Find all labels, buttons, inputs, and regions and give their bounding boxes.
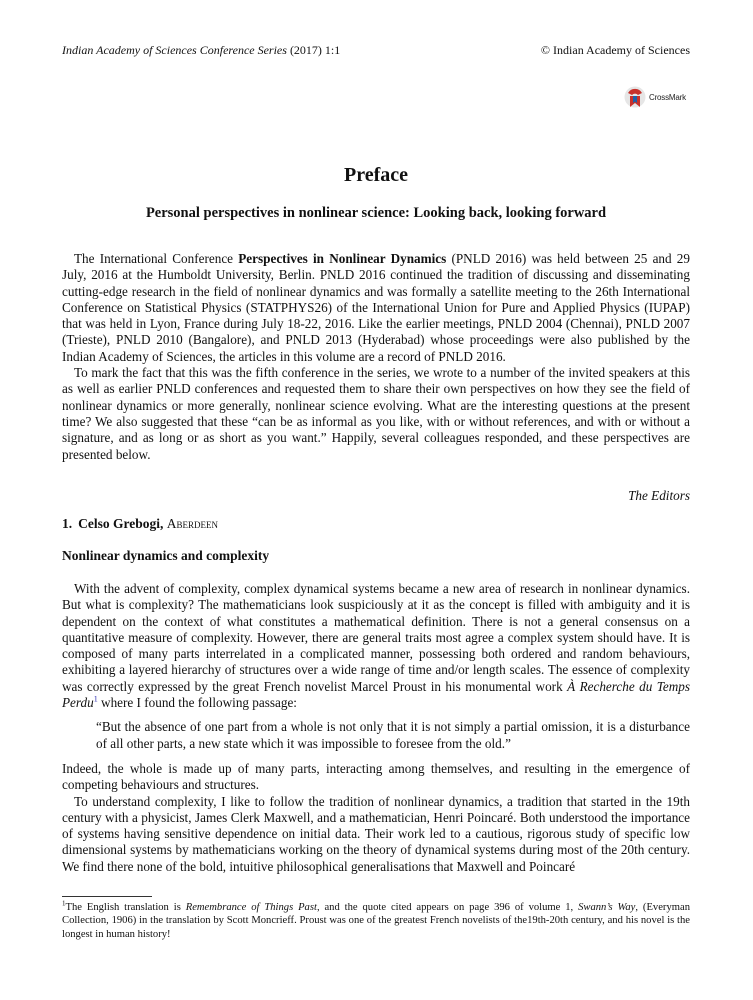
- copyright-notice: © Indian Academy of Sciences: [540, 43, 690, 57]
- section-p1-start: With the advent of complexity, complex dynamical systems became a new area of research in nonlinear dynamics. But what is complexity? The mathematicians look suspiciously at it as the concept is filled with ambiguity and it is dependent on the context of what constitutes a mathematical definition. There is not a general consensus on a quantitative measure of complexity. However, there are general traits most agree a complex system should have. It is composed of many parts interrelated in a complicated manner, possessing both ordered and random behaviours, exhibiting a layered hierarchy of structures over a wide range of time and/or length scales. The essence of complexity was correctly expressed by the great French novelist Marcel Proust in his monumental work: [62, 581, 690, 694]
- proust-quote: “But the absence of one part from a whole is not only that it is not simply a partial omission, it is a disturbance of all other parts, a new state which it was impossible to foresee from the old.”: [96, 719, 690, 751]
- section-body-2: [62, 761, 690, 875]
- crossmark-badge[interactable]: [624, 84, 694, 110]
- intro-p1-start: The International Conference: [74, 251, 239, 266]
- section-paragraph-3: To understand complexity, I like to follow the tradition of nonlinear dynamics, a tradition that started in the 19th century with a physicist, James Clerk Maxwell, and a mathematician, Henri Poincaré. Both understood the importance of systems having sensitive dependence on initial data. Their work led to a cautious, rigorous study of specific low dimensional systems by mathematicians working on the theory of dynamical systems during most of the 20th century. We find there none of the bold, intuitive philosophical generalisations that Maxwell and Poincaré: [62, 793, 690, 874]
- journal-name: Indian Academy of Sciences Conference Series: [62, 43, 287, 57]
- crossmark-label: CrossMark: [649, 92, 686, 102]
- intro-paragraph-1: [62, 251, 690, 365]
- footnote-divider: [62, 896, 152, 897]
- section-number: 1.: [62, 516, 73, 531]
- section-subheading: Nonlinear dynamics and complexity: [62, 548, 270, 563]
- journal-year-issue: (2017) 1:1: [286, 43, 341, 57]
- footnote-text-start: The English translation is: [65, 902, 186, 913]
- page-subtitle: Personal perspectives in nonlinear science: Looking back, looking forward: [145, 205, 607, 221]
- section-body-1: [62, 581, 690, 711]
- footnote-mark: 1: [62, 899, 66, 908]
- footnote-title-2: Swann’s Way: [578, 902, 636, 913]
- footnote-text-end: , (Everyman Collection, 1906) in the translation by Scott Moncrieff. Proust was one of the greatest French novelists of the19th-20th century, and his novel is the longest in human history!: [62, 902, 690, 940]
- section-author: Celso Grebogi,: [78, 516, 164, 531]
- page-title: Preface: [343, 164, 409, 186]
- footnote-text-middle: , and the quote cited appears on page 396 of volume 1,: [316, 902, 579, 913]
- proust-work-title: À Recherche du Temps Perdu: [62, 678, 690, 711]
- footnote-title-1: Remembrance of Things Past: [185, 902, 317, 913]
- journal-citation: [62, 43, 340, 57]
- section-paragraph-2: Indeed, the whole is made up of many parts, interacting among themselves, and resulting in the emergence of competing behaviours and structures.: [62, 761, 690, 793]
- footnote-reference[interactable]: 1: [93, 694, 98, 704]
- section-affiliation: Aberdeen: [166, 516, 218, 531]
- section-paragraph-1: [62, 581, 690, 711]
- section-heading: [62, 516, 690, 532]
- intro-paragraph-2: To mark the fact that this was the fifth conference in the series, we wrote to a number of the invited speakers at this as well as earlier PNLD conferences and requested them to share their own perspectives on how they see the field of nonlinear dynamics or more generally, nonlinear science evolving. What are the interesting questions at the present time? We also suggested that these “can be as informal as you like, with or without references, and with or without a signature, and as long or as short as you want.” Happily, several colleagues responded, and these perspectives are presented below.: [62, 365, 690, 462]
- footnote: [62, 901, 690, 941]
- editors-signature: The Editors: [628, 488, 690, 503]
- running-header: [62, 43, 690, 57]
- crossmark-icon: [624, 85, 646, 109]
- intro-p1-rest: (PNLD 2016) was held between 25 and 29 July, 2016 at the Humboldt University, Berlin. PNLD 2016 continued the tradition of discussing and disseminating cutting-edge research in the field of nonlinear dynamics and was formally a satellite meeting to the 26th International Conference on Statistical Physics (STATPHYS26) of the International Union for Pure and Applied Physics (IUPAP) that was held in Lyon, France during July 18-22, 2016. Like the earlier meetings, PNLD 2004 (Chennai), PNLD 2007 (Trieste), PNLD 2010 (Bangalore), and PNLD 2013 (Hyderabad) whose proceedings were also published by the Indian Academy of Sciences, the articles in this volume are a record of PNLD 2016.: [62, 251, 690, 364]
- section-p1-end: where I found the following passage:: [97, 695, 297, 711]
- conference-name: Perspectives in Nonlinear Dynamics: [238, 251, 447, 266]
- intro-section: [62, 251, 690, 463]
